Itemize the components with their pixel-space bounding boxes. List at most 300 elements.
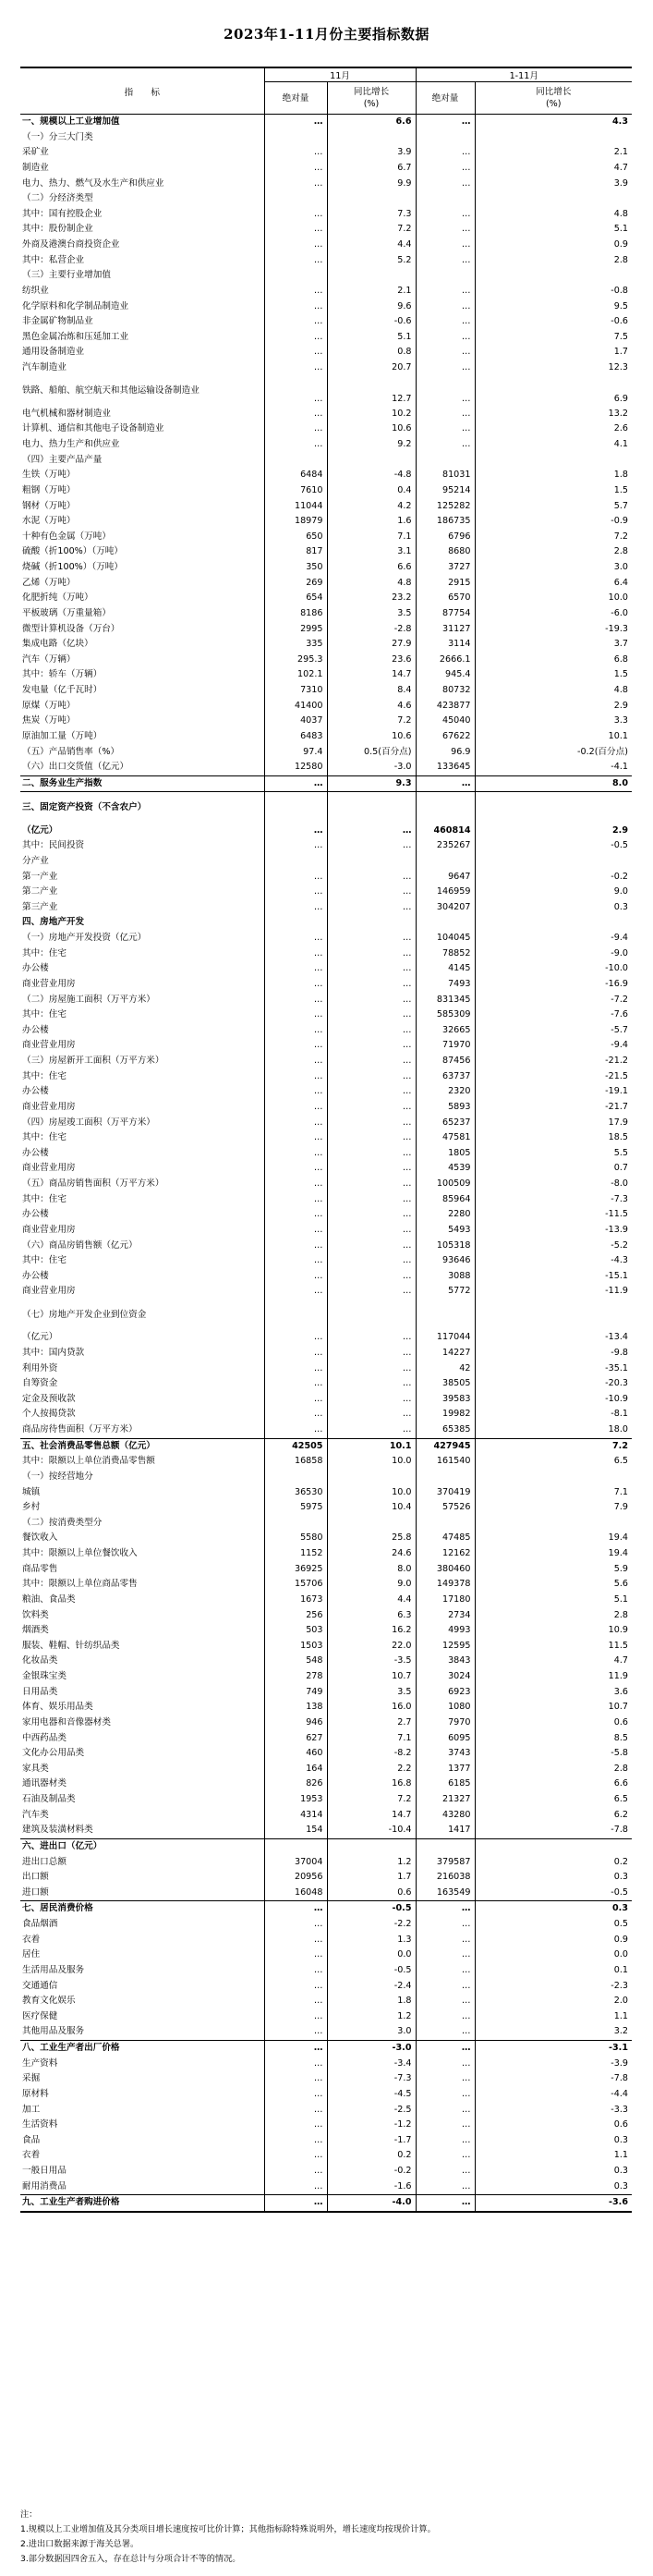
month-yoy-cell: -2.8: [327, 622, 416, 638]
ytd-abs-cell: 380460: [416, 1562, 475, 1578]
row-label: 办公楼: [20, 1146, 264, 1162]
ytd-abs-cell: …: [416, 330, 475, 346]
month-abs-cell: …: [264, 145, 327, 161]
table-row: [20, 1330, 632, 1346]
month-yoy-cell: …: [327, 946, 416, 962]
row-label: 五、社会消费品零售总额（亿元）: [20, 1438, 264, 1454]
row-label: 家用电器和音像器材类: [20, 1715, 264, 1731]
ytd-abs-cell: 6923: [416, 1685, 475, 1701]
month-abs-cell: 41400: [264, 699, 327, 714]
ytd-yoy-cell: -9.8: [611, 1347, 628, 1358]
month-yoy-cell: 4.8: [327, 576, 416, 592]
row-label: 家具类: [20, 1762, 264, 1777]
ytd-yoy-cell: 0.9: [613, 239, 628, 250]
table-row: [20, 1023, 632, 1039]
ytd-abs-cell: 14227: [416, 1346, 475, 1361]
month-abs-cell: …: [264, 177, 327, 192]
ytd-yoy-cell: 19.4: [608, 1532, 628, 1544]
ytd-yoy-cell: 0.1: [613, 1964, 628, 1975]
ytd-yoy-cell: 0.3: [613, 2134, 628, 2145]
ytd-abs-cell: 370419: [416, 1485, 475, 1501]
row-label: 饮料类: [20, 1608, 264, 1624]
ytd-abs-cell: 47581: [416, 1130, 475, 1146]
month-yoy-cell: 12.7: [327, 376, 416, 407]
ytd-abs-cell: 65385: [416, 1422, 475, 1438]
ytd-yoy-cell: -8.1: [611, 1409, 628, 1420]
row-label: （四）主要产品产量: [20, 453, 264, 469]
row-label: （二）按消费类型分: [20, 1516, 264, 1532]
month-yoy-cell: …: [327, 824, 416, 839]
month-abs-cell: …: [264, 885, 327, 900]
row-label: 黑色金属冶炼和压延加工业: [20, 330, 264, 346]
month-yoy-cell: 1.2: [327, 2009, 416, 2025]
table-row: [20, 885, 632, 900]
month-yoy-cell: 10.6: [327, 729, 416, 745]
month-abs-cell: [264, 854, 327, 870]
month-yoy-cell: 3.9: [327, 145, 416, 161]
row-label: 商业营业用房: [20, 1038, 264, 1054]
row-label: 三、固定资产投资（不含农户）: [20, 792, 264, 824]
row-label: 微型计算机设备（万台）: [20, 622, 264, 638]
month-yoy-cell: -4.5: [327, 2087, 416, 2103]
ytd-yoy-cell: 10.7: [608, 1702, 628, 1713]
table-row: [20, 2024, 632, 2040]
ytd-abs-cell: 78852: [416, 946, 475, 962]
table-row: [20, 284, 632, 299]
month-abs-cell: …: [264, 1069, 327, 1085]
ytd-abs-cell: 19982: [416, 1407, 475, 1422]
row-label: （一）分三大门类: [20, 130, 264, 146]
ytd-abs-cell: 3024: [416, 1669, 475, 1685]
month-yoy-cell: …: [327, 1207, 416, 1223]
month-yoy-cell: -10.4: [327, 1823, 416, 1838]
month-yoy-cell: [327, 792, 416, 824]
month-abs-cell: 278: [264, 1669, 327, 1685]
table-row: [20, 576, 632, 592]
row-label: 建筑及装潢材料类: [20, 1823, 264, 1838]
month-abs-header: 绝对量: [264, 82, 327, 115]
month-yoy-cell: 14.7: [327, 1808, 416, 1824]
row-label: 发电量（亿千瓦时）: [20, 683, 264, 699]
table-row: [20, 1177, 632, 1192]
month-abs-cell: …: [264, 437, 327, 453]
ytd-abs-cell: 427945: [416, 1438, 475, 1454]
month-yoy-cell: …: [327, 931, 416, 946]
month-yoy-cell: 7.3: [327, 207, 416, 223]
month-abs-cell: …: [264, 161, 327, 177]
table-row: [20, 1500, 632, 1516]
month-abs-cell: 37004: [264, 1855, 327, 1871]
month-yoy-cell: 4.4: [327, 238, 416, 253]
ytd-yoy-cell: -10.9: [605, 1393, 628, 1404]
ytd-yoy-cell: -0.2(百分点): [577, 746, 628, 757]
month-abs-cell: 18979: [264, 514, 327, 530]
month-abs-cell: …: [264, 314, 327, 330]
row-label: 办公楼: [20, 1207, 264, 1223]
month-abs-cell: 16858: [264, 1454, 327, 1470]
ytd-abs-cell: …: [416, 1933, 475, 1948]
table-row: [20, 714, 632, 729]
table-row: [20, 1623, 632, 1639]
row-label: 耐用消费品: [20, 2179, 264, 2195]
ytd-yoy-cell: 1.7: [613, 347, 628, 358]
table-row: [20, 915, 632, 931]
ytd-yoy-cell: 0.6: [613, 1716, 628, 1728]
row-label: 其中：住宅: [20, 1192, 264, 1208]
ytd-yoy-cell: 1.1: [613, 2010, 628, 2021]
month-abs-cell: …: [264, 1346, 327, 1361]
month-abs-cell: …: [264, 299, 327, 315]
ytd-yoy-cell: 7.2: [613, 531, 628, 542]
month-yoy-cell: 3.5: [327, 606, 416, 622]
month-yoy-cell: …: [327, 1161, 416, 1177]
ytd-abs-cell: …: [416, 2148, 475, 2164]
ytd-yoy-cell: 1.1: [613, 2150, 628, 2161]
row-label: 其中：住宅: [20, 1130, 264, 1146]
month-yoy-cell: 5.2: [327, 253, 416, 269]
table-row: [20, 1207, 632, 1223]
month-abs-cell: …: [264, 1023, 327, 1039]
month-yoy-cell: …: [327, 1223, 416, 1239]
ytd-yoy-cell: 0.3: [612, 1903, 628, 1914]
table-row: [20, 1531, 632, 1546]
ytd-yoy-cell: 2.8: [613, 1609, 628, 1620]
month-abs-cell: 654: [264, 591, 327, 606]
table-row: [20, 1454, 632, 1470]
table-row: [20, 775, 632, 792]
ytd-abs-cell: …: [416, 2103, 475, 2118]
month-yoy-cell: -1.6: [327, 2179, 416, 2195]
month-yoy-cell: [327, 1838, 416, 1854]
ytd-yoy-cell: 10.1: [608, 730, 628, 741]
table-row: [20, 1392, 632, 1408]
row-label: 原材料: [20, 2087, 264, 2103]
table-row: [20, 760, 632, 775]
month-abs-cell: …: [264, 1207, 327, 1223]
month-yoy-cell: 0.2: [327, 2148, 416, 2164]
ytd-yoy-cell: [475, 191, 632, 207]
table-row: [20, 792, 632, 824]
ytd-abs-cell: 2280: [416, 1207, 475, 1223]
month-abs-cell: …: [264, 1376, 327, 1392]
row-label: 化肥折纯（万吨）: [20, 591, 264, 606]
month-yoy-cell: 1.6: [327, 514, 416, 530]
month-abs-cell: …: [264, 977, 327, 993]
month-abs-cell: 7610: [264, 483, 327, 499]
ytd-abs-cell: 146959: [416, 885, 475, 900]
ytd-abs-cell: …: [416, 2087, 475, 2103]
table-row: [20, 1361, 632, 1377]
month-yoy-cell: …: [327, 1069, 416, 1085]
ytd-abs-cell: [416, 854, 475, 870]
row-label: 商业营业用房: [20, 1161, 264, 1177]
ytd-abs-cell: …: [416, 360, 475, 376]
ytd-yoy-cell: -7.8: [611, 2073, 628, 2084]
row-label: 其中：限额以上单位餐饮收入: [20, 1546, 264, 1562]
month-abs-cell: [264, 130, 327, 146]
ytd-yoy-cell: [475, 1300, 632, 1330]
month-abs-cell: …: [264, 2041, 327, 2057]
month-yoy-cell: 10.6: [327, 421, 416, 437]
ytd-yoy-cell: 0.3: [613, 901, 628, 912]
row-label: （二）分经济类型: [20, 191, 264, 207]
month-abs-cell: …: [264, 2179, 327, 2195]
ytd-yoy-cell: 4.7: [613, 1655, 628, 1666]
row-label: 电力、热力、燃气及水生产和供应业: [20, 177, 264, 192]
table-row: [20, 2179, 632, 2195]
table-row: [20, 115, 632, 130]
month-abs-cell: …: [264, 207, 327, 223]
ytd-yoy-cell: -19.1: [605, 1086, 628, 1097]
ytd-abs-cell: …: [416, 376, 475, 407]
ytd-yoy-cell: 12.3: [608, 362, 628, 372]
row-label: 其中：国有控股企业: [20, 207, 264, 223]
ytd-yoy-cell: [475, 268, 632, 284]
ytd-yoy-cell: -3.1: [609, 2043, 628, 2054]
month-yoy-cell: 10.2: [327, 407, 416, 422]
month-abs-cell: [264, 1516, 327, 1532]
ytd-yoy-cell: -21.2: [605, 1056, 628, 1067]
table-row: [20, 1192, 632, 1208]
ytd-abs-cell: …: [416, 2041, 475, 2057]
month-abs-cell: [264, 792, 327, 824]
month-yoy-cell: -0.6: [327, 314, 416, 330]
ytd-abs-cell: …: [416, 775, 475, 792]
ytd-yoy-cell: 3.7: [613, 639, 628, 650]
ytd-yoy-cell: -11.5: [605, 1209, 628, 1220]
row-label: 铁路、船舶、航空航天和其他运输设备制造业: [20, 376, 264, 407]
ytd-yoy-cell: [475, 792, 632, 824]
ytd-yoy-cell: -21.7: [605, 1101, 628, 1112]
month-yoy-cell: …: [327, 1054, 416, 1069]
table-row: [20, 1284, 632, 1300]
ytd-abs-cell: 87456: [416, 1054, 475, 1069]
table-row: [20, 1007, 632, 1023]
ytd-abs-cell: 5772: [416, 1284, 475, 1300]
ytd-abs-cell: 17180: [416, 1593, 475, 1608]
table-row: [20, 1562, 632, 1578]
month-yoy-cell: 7.2: [327, 1792, 416, 1808]
ytd-yoy-cell: -4.4: [611, 2088, 628, 2099]
month-yoy-cell: 6.6: [327, 560, 416, 576]
month-yoy-cell: …: [327, 1346, 416, 1361]
ytd-yoy-cell: 13.2: [608, 408, 628, 419]
table-row: [20, 314, 632, 330]
month-yoy-cell: 3.5: [327, 1685, 416, 1701]
month-yoy-cell: [327, 1470, 416, 1485]
month-yoy-cell: -2.2: [327, 1917, 416, 1933]
row-label: 其中：住宅: [20, 1007, 264, 1023]
ytd-yoy-cell: 6.9: [613, 393, 628, 404]
row-label: 衣着: [20, 1933, 264, 1948]
month-yoy-cell: 6.6: [327, 115, 416, 130]
month-yoy-cell: 5.1: [327, 330, 416, 346]
month-abs-cell: 503: [264, 1623, 327, 1639]
ytd-abs-cell: 5893: [416, 1100, 475, 1116]
table-row: [20, 854, 632, 870]
month-abs-cell: 4314: [264, 1808, 327, 1824]
row-label: （一）房地产开发投资（亿元）: [20, 931, 264, 946]
table-row: [20, 222, 632, 238]
ytd-abs-cell: 2320: [416, 1084, 475, 1100]
row-label: 纺织业: [20, 284, 264, 299]
ytd-yoy-cell: 7.1: [613, 1486, 628, 1497]
ytd-yoy-cell: -0.5: [611, 840, 628, 851]
row-label: 出口额: [20, 1870, 264, 1886]
month-abs-cell: …: [264, 222, 327, 238]
month-yoy-cell: …: [327, 1192, 416, 1208]
ytd-yoy-cell: 2.0: [613, 1996, 628, 2007]
table-row: [20, 1608, 632, 1624]
table-row: [20, 1130, 632, 1146]
month-abs-cell: 36925: [264, 1562, 327, 1578]
ytd-yoy-cell: 4.3: [612, 116, 628, 127]
ytd-abs-cell: 3727: [416, 560, 475, 576]
month-yoy-cell: 6.7: [327, 161, 416, 177]
ytd-abs-cell: 3743: [416, 1746, 475, 1762]
row-label: 通讯器材类: [20, 1776, 264, 1792]
month-yoy-cell: …: [327, 838, 416, 854]
table-row: [20, 1422, 632, 1438]
month-yoy-cell: 3.1: [327, 544, 416, 560]
month-abs-cell: 7310: [264, 683, 327, 699]
month-yoy-cell: [327, 268, 416, 284]
table-row: [20, 499, 632, 515]
month-abs-cell: …: [264, 824, 327, 839]
month-abs-cell: …: [264, 2057, 327, 2072]
month-yoy-cell: [327, 130, 416, 146]
month-yoy-cell: …: [327, 1146, 416, 1162]
ytd-yoy-cell: -9.4: [611, 933, 628, 944]
ytd-abs-cell: [416, 792, 475, 824]
month-abs-cell: 8186: [264, 606, 327, 622]
ytd-abs-cell: 4145: [416, 961, 475, 977]
month-abs-cell: 5580: [264, 1531, 327, 1546]
month-abs-cell: …: [264, 870, 327, 885]
ytd-yoy-cell: 0.3: [475, 2179, 632, 2195]
row-label: 其中：住宅: [20, 1253, 264, 1269]
table-row: [20, 1886, 632, 1901]
ytd-yoy-cell: 2.8: [613, 1763, 628, 1774]
ytd-abs-cell: 7493: [416, 977, 475, 993]
ytd-yoy-cell: -3.6: [475, 2195, 632, 2212]
table-row: [20, 1947, 632, 1963]
month-yoy-cell: -1.7: [327, 2133, 416, 2149]
table-row: [20, 946, 632, 962]
ytd-abs-cell: 6095: [416, 1731, 475, 1747]
table-row: [20, 560, 632, 576]
ytd-abs-cell: 67622: [416, 729, 475, 745]
month-yoy-cell: …: [327, 1116, 416, 1131]
row-label: 采掘: [20, 2071, 264, 2087]
ytd-yoy-cell: 2.9: [613, 700, 628, 711]
month-yoy-cell: [327, 854, 416, 870]
ytd-yoy-cell: 6.5: [613, 1794, 628, 1805]
ytd-yoy-cell: 5.1: [613, 224, 628, 235]
ytd-abs-cell: 163549: [416, 1886, 475, 1901]
month-yoy-cell: 10.0: [327, 1485, 416, 1501]
ytd-abs-cell: [416, 1838, 475, 1854]
month-abs-cell: …: [264, 1407, 327, 1422]
month-abs-cell: …: [264, 2148, 327, 2164]
row-label: 采矿业: [20, 145, 264, 161]
table-row: [20, 360, 632, 376]
ytd-abs-cell: 81031: [416, 468, 475, 483]
month-header: 11月: [264, 67, 416, 82]
row-label: 城镇: [20, 1485, 264, 1501]
ytd-abs-cell: …: [416, 238, 475, 253]
month-yoy-cell: …: [327, 1038, 416, 1054]
row-label: 其中：限额以上单位商品零售: [20, 1577, 264, 1593]
ytd-abs-cell: 235267: [416, 838, 475, 854]
ytd-abs-cell: 186735: [416, 514, 475, 530]
table-row: [20, 1823, 632, 1838]
table-row: [20, 1069, 632, 1085]
row-label: （四）房屋竣工面积（万平方米）: [20, 1116, 264, 1131]
ytd-abs-cell: 945.4: [416, 667, 475, 683]
ytd-abs-cell: 4993: [416, 1623, 475, 1639]
month-yoy-cell: -4.0: [327, 2195, 416, 2212]
ytd-abs-cell: …: [416, 1901, 475, 1917]
ytd-yoy-cell: 0.3: [613, 1872, 628, 1883]
table-row: [20, 1746, 632, 1762]
ytd-abs-cell: 1080: [416, 1700, 475, 1715]
month-yoy-cell: 1.3: [327, 1933, 416, 1948]
month-yoy-cell: 14.7: [327, 667, 416, 683]
row-label: 生活用品及服务: [20, 1963, 264, 1979]
month-abs-cell: 164: [264, 1762, 327, 1777]
table-row: [20, 1485, 632, 1501]
ytd-yoy-cell: 2.1: [613, 147, 628, 158]
month-abs-cell: 1152: [264, 1546, 327, 1562]
ytd-abs-cell: [416, 1516, 475, 1532]
month-yoy-cell: …: [327, 870, 416, 885]
ytd-yoy-cell: 2.8: [613, 546, 628, 557]
notes-line: 3.部分数据因四舍五入，存在总计与分项合计不等的情况。: [20, 2554, 241, 2564]
month-yoy-cell: 9.9: [327, 177, 416, 192]
ytd-abs-cell: …: [416, 2195, 475, 2212]
month-abs-cell: 460: [264, 1746, 327, 1762]
month-abs-cell: …: [264, 1007, 327, 1023]
ytd-abs-cell: …: [416, 1947, 475, 1963]
month-yoy-cell: -7.3: [327, 2071, 416, 2087]
ytd-abs-cell: …: [416, 345, 475, 360]
ytd-abs-cell: 304207: [416, 900, 475, 916]
ytd-abs-cell: 65237: [416, 1116, 475, 1131]
row-label: 十种有色金属（万吨）: [20, 530, 264, 545]
ytd-yoy-cell: -7.2: [611, 994, 628, 1005]
ytd-yoy-cell: -2.3: [611, 1980, 628, 1991]
ytd-yoy-cell: -4.3: [611, 1255, 628, 1266]
ytd-yoy-cell: 0.2: [613, 1856, 628, 1867]
month-abs-cell: 749: [264, 1685, 327, 1701]
row-label: 原煤（万吨）: [20, 699, 264, 714]
ytd-abs-cell: 32665: [416, 1023, 475, 1039]
table-row: [20, 1100, 632, 1116]
month-abs-cell: …: [264, 1239, 327, 1254]
ytd-abs-cell: 100509: [416, 1177, 475, 1192]
ytd-yoy-cell: [475, 854, 632, 870]
month-yoy-header: 同比增长 (%): [327, 82, 416, 115]
notes-line: 1.规模以上工业增加值及其分类项目增长速度按可比价计算；其他指标除特殊说明外，增长速度均按现价计算。: [20, 2524, 436, 2534]
row-label: （一）按经营地分: [20, 1470, 264, 1485]
month-yoy-cell: …: [327, 1239, 416, 1254]
table-row: [20, 1253, 632, 1269]
month-abs-cell: …: [264, 376, 327, 407]
ytd-yoy-cell: -8.0: [611, 1178, 628, 1190]
row-label: 生产资料: [20, 2057, 264, 2072]
ytd-abs-cell: 133645: [416, 760, 475, 775]
